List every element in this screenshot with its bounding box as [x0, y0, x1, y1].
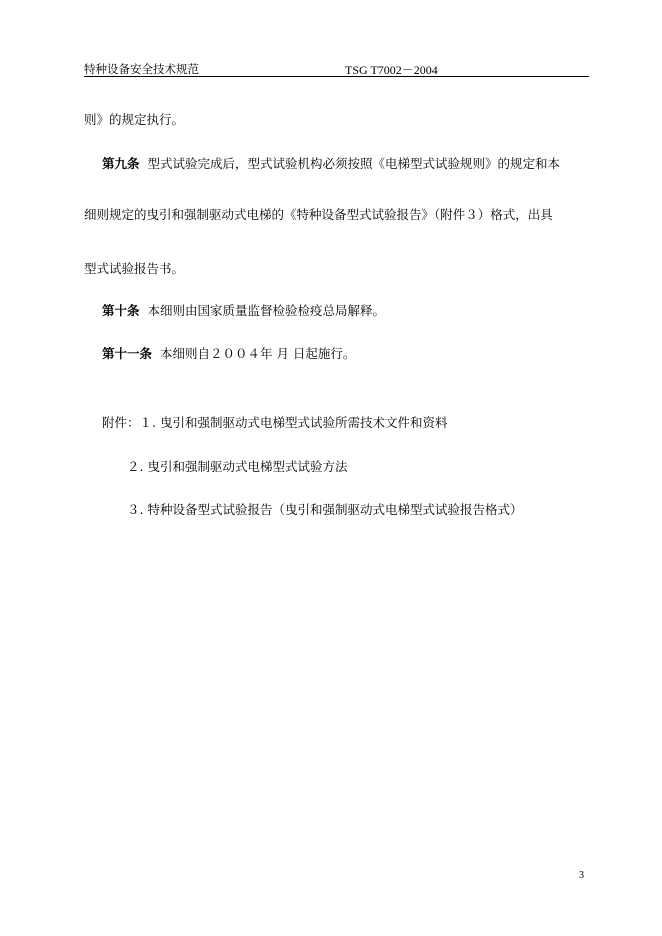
- attachment-item-3: ３. 特种设备型式试验报告（曳引和强制驱动式电梯型式试验报告格式）: [127, 502, 523, 517]
- article-9-line-2: 细则规定的曳引和强制驱动式电梯的《特种设备型式试验报告》（附件３）格式，出具: [84, 207, 553, 222]
- header-divider: [84, 76, 589, 77]
- header-standard-code: TSG T7002－2004: [345, 63, 438, 77]
- article-11-text: 本细则自２００４年 月 日起施行。: [159, 346, 356, 361]
- article-9-line-1: [102, 156, 560, 172]
- article-9-text-1: 型式试验完成后，型式试验机构必须按照《电梯型式试验规则》的规定和本: [147, 156, 560, 171]
- attachment-item-2: ２. 曳引和强制驱动式电梯型式试验方法: [127, 459, 348, 474]
- article-10: [102, 303, 385, 319]
- article-9-line-3: 型式试验报告书。: [84, 261, 185, 276]
- attachments-prefix: 附件：: [102, 415, 140, 430]
- continuation-text: 则》的规定执行。: [84, 112, 185, 127]
- attachment-item-1-text: １. 曳引和强制驱动式电梯型式试验所需技术文件和资料: [139, 415, 448, 430]
- article-10-label: 第十条: [102, 303, 140, 318]
- article-10-text: 本细则由国家质量监督检验检疫总局解释。: [147, 303, 385, 318]
- page-number: 3: [579, 870, 584, 881]
- article-11-label: 第十一条: [102, 346, 153, 361]
- article-9-label: 第九条: [102, 156, 140, 171]
- article-11: [102, 346, 355, 362]
- page-header: [84, 61, 588, 76]
- header-regulation-title: 特种设备安全技术规范: [84, 62, 199, 76]
- attachment-item-1: [102, 415, 447, 431]
